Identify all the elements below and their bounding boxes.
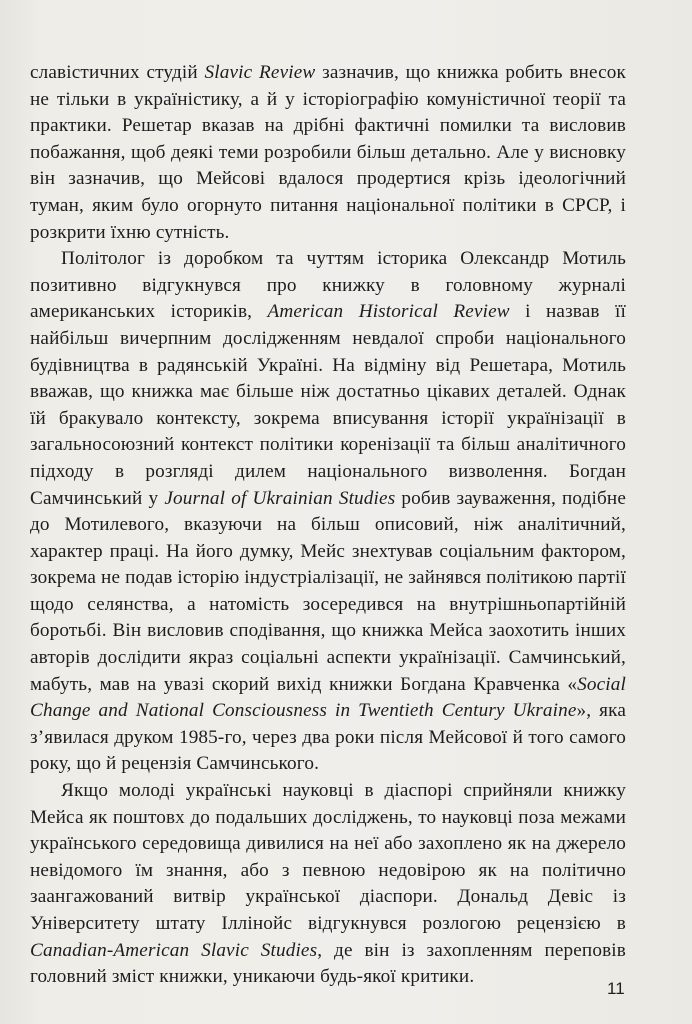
journal-title-canadian-american-slavic-studies: Canadian-American Slavic Studies [30, 939, 318, 961]
text-run: і назвав її найбільш вичерпним дослідженням невдалої спроби національного будівництва в радянській Україні. На відміну від Решетара, Мотиль вважав, що книжка має більше ніж достатньо цікавих деталей. Однак їй бракувало контексту, зокрема вписування історії українізації в загальносоюзний контекст політики коренізації та більш аналітичного підходу в розгляді дилем національного визволення. Богдан Самчинський у [30, 301, 627, 509]
text-run: Політолог із доробком та чуттям історика Олександр Мотиль позитивно відгукнувся про книжку в головному журналі американських істориків, [30, 248, 626, 323]
book-title-social-change: Social Change and National Consciousness in Twentieth Century Ukraine [30, 673, 626, 722]
journal-title-american-historical-review: American Historical Review [267, 301, 510, 323]
text-run: Якщо молоді українські науковці в діаспорі сприйняли книжку Мейса як поштовх до подальших досліджень, то науковці поза межами українського середовища дивилися на неї або захоплено як на джерело невідомого їм знання, або з певною недовірою як на політично заангажований витвір української діаспори. Дональд Девіс із Університету штату Іллінойс відгукнувся розлогою рецензією в [30, 780, 626, 934]
body-text [30, 60, 626, 991]
text-run: славістичних студій [30, 62, 205, 83]
text-run: зазначив, що книжка робить внесок не тільки в україністику, а й у історіографію комуністичної теорії та практики. Решетар вказав на дрібні фактичні помилки та висловив побажання, щоб деякі теми розробили більш детально. Але у висновку він зазначив, що Мейсові вдалося продертися крізь ідеологічний туман, яким було огорнуто питання національної політики в СРСР, і розкрити їхню сутність. [30, 62, 627, 243]
text-run: робив зауваження, подібне до Мотилевого, вказуючи на більш описовий, ніж аналітичний, характер праці. На його думку, Мейс знехтував соціальним фактором, зокрема не подав історію індустріалізації, не зайнявся політикою партії щодо селянства, а натомість зосередився на внутрішньопартійній боротьбі. Він висловив сподівання, що книжка Мейса заохотить інших авторів дослідити якраз соціальні аспекти українізації. Самчинський, мабуть, мав на увазі скорий вихід книжки Богдана Кравченка « [30, 487, 626, 695]
text-run: , де він із захопленням переповів головний зміст книжки, уникаючи будь-якої критики. [30, 939, 626, 988]
paragraph-2 [30, 246, 626, 778]
paragraph-1 [30, 60, 626, 246]
journal-title-slavic-review: Slavic Review [204, 62, 316, 83]
paragraph-3 [30, 778, 626, 991]
journal-title-journal-of-ukrainian-studies: Journal of Ukrainian Studies [164, 487, 396, 509]
text-run: », яка з’явилася друком 1985-го, через два роки після Мейсової й того самого року, що й рецензія Самчинського. [30, 700, 626, 775]
page-number: 11 [607, 979, 625, 998]
